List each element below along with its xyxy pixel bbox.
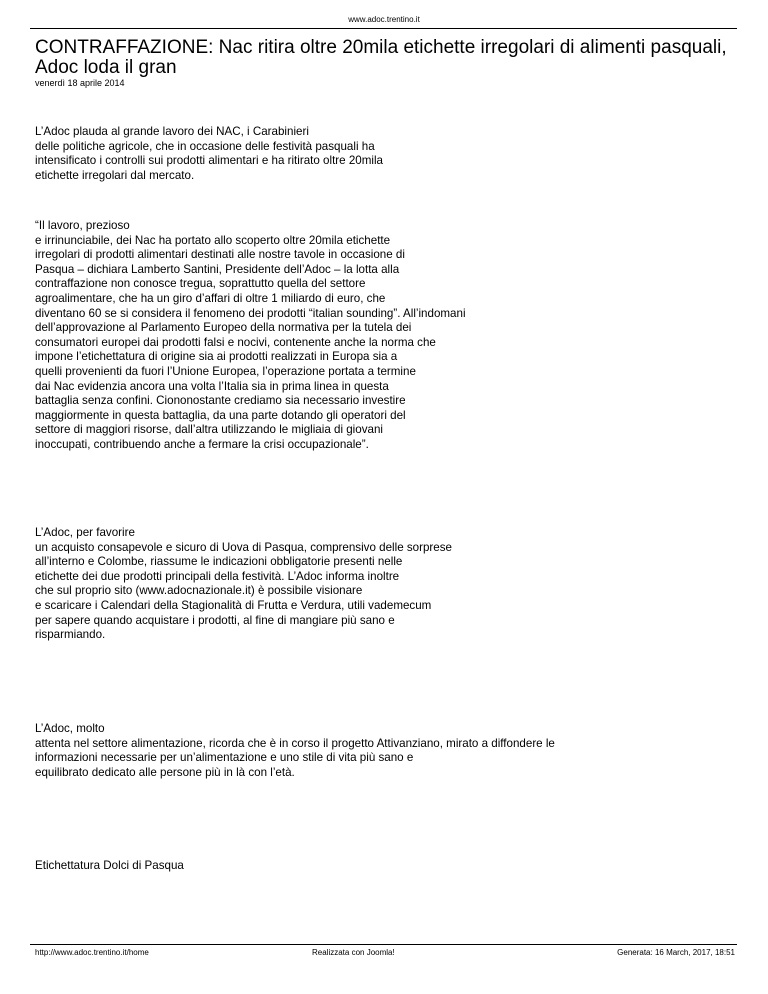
- footer-home-link[interactable]: http://www.adoc.trentino.it/home: [35, 948, 149, 957]
- article-paragraph: Etichettatura Dolci di Pasqua: [35, 859, 184, 872]
- article-paragraph: L’Adoc, molto attenta nel settore alimentazione, ricorda che è in corso il progetto Attivanziano, mirato a diffondere le informazioni necessarie per un’alimentazione e uno stile di vita più sano e equilibrato dedicato alle persone più in là con l’età.: [35, 722, 555, 779]
- footer-divider: [30, 944, 737, 945]
- article-paragraph: L’Adoc plauda al grande lavoro dei NAC, i Carabinieri delle politiche agricole, che in occasione delle festività pasquali ha intensificato i controlli sui prodotti alimentari e ha ritirato oltre 20mila etichette irregolari dal mercato.: [35, 125, 383, 182]
- footer-generated-date: Generata: 16 March, 2017, 18:51: [617, 948, 735, 957]
- article-paragraph: “Il lavoro, prezioso e irrinunciabile, dei Nac ha portato allo scoperto oltre 20mila etichette irregolari di prodotti alimentari destinati alle nostre tavole in occasione di Pasqua – dichiara Lamberto Santini, Presidente dell’Adoc – la lotta alla contraffazione non conosce tregua, soprattutto quella del settore agroalimentare, che ha un giro d’affari di oltre 1 miliardo di euro, che diventano 60 se si considera il fenomeno dei prodotti “italian sounding”. All’indomani dell’approvazione al Parlamento Europeo della normativa per la tutela dei consumatori europei dai prodotti falsi e nocivi, contenente anche la norma che impone l’etichettatura di origine sia ai prodotti realizzati in Europa sia a quelli provenienti da fuori l’Unione Europea, l’operazione portata a termine dai Nac evidenzia ancora una volta l’Italia sia in prima linea in questa battaglia senza confini. Ciononostante crediamo sia necessario investire maggiormente in questa battaglia, da una parte dotando gli operatori del settore di maggiori risorse, dall’altra utilizzando le migliaia di giovani inoccupati, contribuendo anche a fermare la crisi occupazionale”.: [35, 219, 466, 451]
- header-divider: [30, 28, 737, 29]
- article-title: CONTRAFFAZIONE: Nac ritira oltre 20mila etichette irregolari di alimenti pasquali, Adoc loda il gran: [35, 37, 727, 78]
- article-date: venerdì 18 aprile 2014: [35, 78, 125, 88]
- footer-credit: Realizzata con Joomla!: [312, 948, 395, 957]
- article-paragraph: L’Adoc, per favorire un acquisto consapevole e sicuro di Uova di Pasqua, comprensivo delle sorprese all’interno e Colombe, riassume le indicazioni obbligatorie presenti nelle etichette dei due prodotti principali della festività. L’Adoc informa inoltre che sul proprio sito (www.adocnazionale.it) è possibile visionare e scaricare i Calendari della Stagionalità di Frutta e Verdura, utili vademecum per sapere quando acquistare i prodotti, al fine di mangiare più sano e risparmiando.: [35, 526, 452, 642]
- site-url: www.adoc.trentino.it: [348, 15, 420, 24]
